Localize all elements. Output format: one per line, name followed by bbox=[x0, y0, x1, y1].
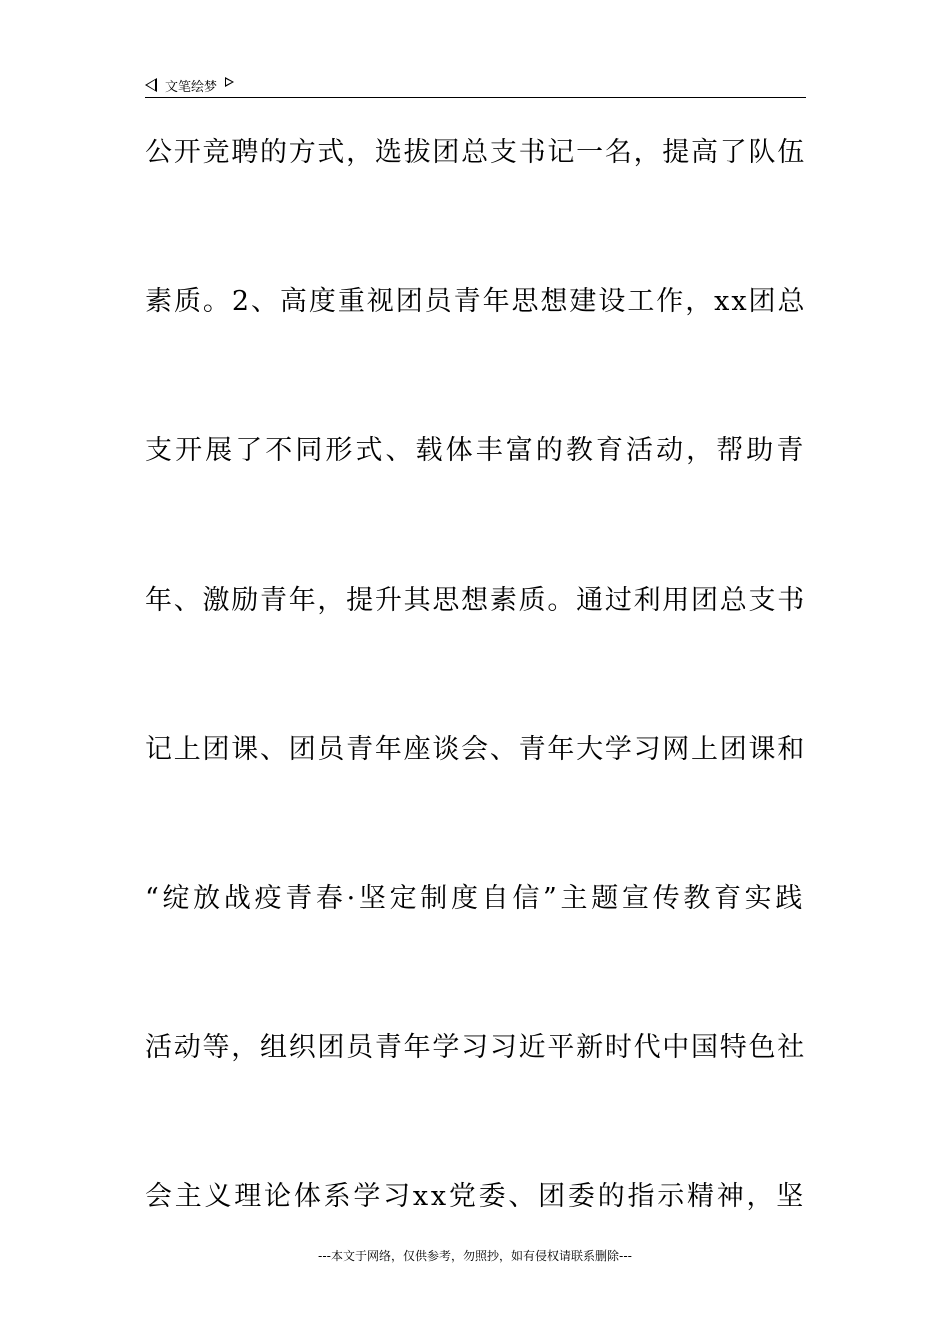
body-line: 年、激励青年，提升其思想素质。通过利用团总支书 bbox=[145, 584, 806, 616]
body-line: 活动等，组织团员青年学习习近平新时代中国特色社 bbox=[145, 1032, 806, 1064]
header-divider bbox=[145, 97, 806, 98]
body-line: 记上团课、团员青年座谈会、青年大学习网上团课和 bbox=[145, 733, 806, 765]
body-line: 支开展了不同形式、载体丰富的教育活动，帮助青 bbox=[145, 435, 806, 467]
page-footer: ---本文于网络，仅供参考，勿照抄，如有侵权请联系删除--- bbox=[318, 1249, 632, 1263]
body-line: 素质。2、高度重视团员青年思想建设工作，xx团总 bbox=[145, 286, 806, 318]
body-line: 公开竞聘的方式，选拔团总支书记一名，提高了队伍 bbox=[145, 137, 806, 168]
body-line: “绽放战疫青春·坚定制度自信”主题宣传教育实践 bbox=[145, 882, 806, 914]
header-title: 文笔绘梦 bbox=[165, 79, 218, 95]
document-body bbox=[145, 124, 806, 1318]
body-line: 会主义理论体系学习xx党委、团委的指示精神，坚 bbox=[145, 1181, 806, 1213]
right-triangle-icon bbox=[225, 77, 234, 87]
page-header bbox=[145, 74, 234, 96]
left-triangle-icon bbox=[145, 78, 157, 92]
